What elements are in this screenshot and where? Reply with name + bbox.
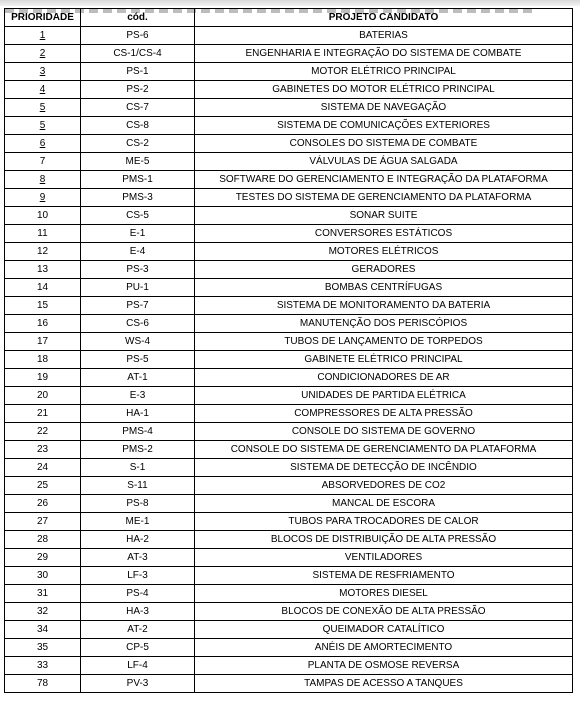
cell-projeto: UNIDADES DE PARTIDA ELÉTRICA bbox=[195, 387, 573, 405]
table-row bbox=[5, 135, 573, 153]
cell-cod: AT-2 bbox=[81, 621, 195, 639]
table-row bbox=[5, 405, 573, 423]
cell-prioridade bbox=[5, 45, 81, 63]
cell-projeto: SONAR SUITE bbox=[195, 207, 573, 225]
cell-projeto: BLOCOS DE DISTRIBUIÇÃO DE ALTA PRESSÃO bbox=[195, 531, 573, 549]
table-row bbox=[5, 279, 573, 297]
cell-cod: LF-3 bbox=[81, 567, 195, 585]
cell-cod: E-1 bbox=[81, 225, 195, 243]
cell-projeto: SISTEMA DE RESFRIAMENTO bbox=[195, 567, 573, 585]
table-row bbox=[5, 531, 573, 549]
cell-prioridade bbox=[5, 81, 81, 99]
cell-projeto: TAMPAS DE ACESSO A TANQUES bbox=[195, 675, 573, 693]
cell-prioridade bbox=[5, 657, 81, 675]
cell-prioridade bbox=[5, 117, 81, 135]
cell-projeto: MANUTENÇÃO DOS PERISCÓPIOS bbox=[195, 315, 573, 333]
cell-prioridade bbox=[5, 135, 81, 153]
cell-cod: LF-4 bbox=[81, 657, 195, 675]
cell-cod: ME-1 bbox=[81, 513, 195, 531]
prioridade-value: 11 bbox=[37, 227, 48, 239]
prioridade-value: 6 bbox=[39, 137, 46, 149]
cell-cod: HA-3 bbox=[81, 603, 195, 621]
table-row bbox=[5, 63, 573, 81]
header-prioridade: PRIORIDADE bbox=[5, 9, 81, 27]
cell-cod: S-1 bbox=[81, 459, 195, 477]
priority-table bbox=[4, 8, 573, 693]
cell-cod: CP-5 bbox=[81, 639, 195, 657]
table-row bbox=[5, 333, 573, 351]
cell-projeto: GABINETES DO MOTOR ELÉTRICO PRINCIPAL bbox=[195, 81, 573, 99]
cell-prioridade bbox=[5, 261, 81, 279]
cell-prioridade bbox=[5, 549, 81, 567]
prioridade-value: 9 bbox=[39, 191, 46, 203]
cell-projeto: MOTORES ELÉTRICOS bbox=[195, 243, 573, 261]
cell-projeto: ABSORVEDORES DE CO2 bbox=[195, 477, 573, 495]
cell-cod: PU-1 bbox=[81, 279, 195, 297]
cell-cod: PS-4 bbox=[81, 585, 195, 603]
table-row bbox=[5, 423, 573, 441]
table-row bbox=[5, 261, 573, 279]
cell-projeto: TESTES DO SISTEMA DE GERENCIAMENTO DA PLATAFORMA bbox=[195, 189, 573, 207]
cell-prioridade bbox=[5, 243, 81, 261]
cell-prioridade bbox=[5, 675, 81, 693]
cell-projeto: CONSOLE DO SISTEMA DE GERENCIAMENTO DA PLATAFORMA bbox=[195, 441, 573, 459]
prioridade-value: 8 bbox=[39, 173, 46, 185]
cell-cod: ME-5 bbox=[81, 153, 195, 171]
prioridade-value: 12 bbox=[36, 245, 49, 257]
table-row bbox=[5, 243, 573, 261]
table-row bbox=[5, 441, 573, 459]
cell-cod: E-3 bbox=[81, 387, 195, 405]
cell-projeto: VENTILADORES bbox=[195, 549, 573, 567]
prioridade-value: 35 bbox=[36, 641, 49, 653]
prioridade-value: 4 bbox=[39, 83, 46, 95]
cell-prioridade bbox=[5, 225, 81, 243]
cell-cod: PS-5 bbox=[81, 351, 195, 369]
cell-cod: PMS-4 bbox=[81, 423, 195, 441]
prioridade-value: 29 bbox=[36, 551, 49, 563]
cell-prioridade bbox=[5, 567, 81, 585]
prioridade-value: 5 bbox=[39, 101, 46, 113]
cell-projeto: SISTEMA DE DETECÇÃO DE INCÊNDIO bbox=[195, 459, 573, 477]
cell-cod: PS-6 bbox=[81, 27, 195, 45]
prioridade-value: 32 bbox=[36, 605, 49, 617]
cell-projeto: GERADORES bbox=[195, 261, 573, 279]
table-row bbox=[5, 153, 573, 171]
cell-cod: AT-3 bbox=[81, 549, 195, 567]
cell-projeto: MOTOR ELÉTRICO PRINCIPAL bbox=[195, 63, 573, 81]
table-row bbox=[5, 81, 573, 99]
cell-projeto: QUEIMADOR CATALÍTICO bbox=[195, 621, 573, 639]
cell-cod: AT-1 bbox=[81, 369, 195, 387]
cell-cod: CS-5 bbox=[81, 207, 195, 225]
table-row bbox=[5, 495, 573, 513]
cell-projeto: CONSOLES DO SISTEMA DE COMBATE bbox=[195, 135, 573, 153]
cell-cod: PV-3 bbox=[81, 675, 195, 693]
cell-prioridade bbox=[5, 477, 81, 495]
cell-prioridade bbox=[5, 387, 81, 405]
prioridade-value: 20 bbox=[36, 389, 49, 401]
cell-projeto: MANCAL DE ESCORA bbox=[195, 495, 573, 513]
cell-cod: PS-3 bbox=[81, 261, 195, 279]
cell-prioridade bbox=[5, 99, 81, 117]
cell-prioridade bbox=[5, 495, 81, 513]
cell-cod: S-11 bbox=[81, 477, 195, 495]
cell-prioridade bbox=[5, 297, 81, 315]
table-row bbox=[5, 117, 573, 135]
cell-cod: PS-8 bbox=[81, 495, 195, 513]
cell-prioridade bbox=[5, 315, 81, 333]
cell-cod: CS-2 bbox=[81, 135, 195, 153]
window-top-strip bbox=[0, 0, 580, 6]
cell-projeto: TUBOS PARA TROCADORES DE CALOR bbox=[195, 513, 573, 531]
table-row bbox=[5, 477, 573, 495]
table-row bbox=[5, 99, 573, 117]
cell-cod: E-4 bbox=[81, 243, 195, 261]
table-row bbox=[5, 225, 573, 243]
cell-prioridade bbox=[5, 621, 81, 639]
prioridade-value: 26 bbox=[36, 497, 49, 509]
prioridade-value: 13 bbox=[36, 263, 49, 275]
cell-prioridade bbox=[5, 639, 81, 657]
cell-projeto: SOFTWARE DO GERENCIAMENTO E INTEGRAÇÃO DA PLATAFORMA bbox=[195, 171, 573, 189]
cell-cod: CS-8 bbox=[81, 117, 195, 135]
prioridade-value: 24 bbox=[36, 461, 49, 473]
prioridade-value: 23 bbox=[36, 443, 49, 455]
table-row bbox=[5, 459, 573, 477]
header-projeto: PROJETO CANDIDATO bbox=[195, 9, 573, 27]
cell-prioridade bbox=[5, 603, 81, 621]
table-row bbox=[5, 171, 573, 189]
cell-projeto: GABINETE ELÉTRICO PRINCIPAL bbox=[195, 351, 573, 369]
cell-prioridade bbox=[5, 423, 81, 441]
cell-projeto: ANÉIS DE AMORTECIMENTO bbox=[195, 639, 573, 657]
prioridade-value: 27 bbox=[36, 515, 49, 527]
cell-projeto: SISTEMA DE MONITORAMENTO DA BATERIA bbox=[195, 297, 573, 315]
cell-projeto: BATERIAS bbox=[195, 27, 573, 45]
table-row bbox=[5, 621, 573, 639]
cell-cod: PMS-3 bbox=[81, 189, 195, 207]
prioridade-value: 21 bbox=[36, 407, 49, 419]
prioridade-value: 5 bbox=[39, 119, 46, 131]
prioridade-value: 22 bbox=[36, 425, 49, 437]
cell-projeto: SISTEMA DE COMUNICAÇÕES EXTERIORES bbox=[195, 117, 573, 135]
cell-projeto: VÁLVULAS DE ÁGUA SALGADA bbox=[195, 153, 573, 171]
prioridade-value: 34 bbox=[36, 623, 49, 635]
cell-prioridade bbox=[5, 63, 81, 81]
cell-cod: CS-6 bbox=[81, 315, 195, 333]
cell-prioridade bbox=[5, 369, 81, 387]
prioridade-value: 19 bbox=[36, 371, 49, 383]
cell-projeto: PLANTA DE OSMOSE REVERSA bbox=[195, 657, 573, 675]
cell-cod: PS-2 bbox=[81, 81, 195, 99]
table-row bbox=[5, 639, 573, 657]
cell-prioridade bbox=[5, 171, 81, 189]
table-row bbox=[5, 603, 573, 621]
cell-projeto: BLOCOS DE CONEXÃO DE ALTA PRESSÃO bbox=[195, 603, 573, 621]
cell-prioridade bbox=[5, 441, 81, 459]
prioridade-value: 10 bbox=[36, 209, 49, 221]
prioridade-value: 78 bbox=[36, 677, 49, 689]
cell-prioridade bbox=[5, 351, 81, 369]
cell-cod: PS-7 bbox=[81, 297, 195, 315]
cell-cod: HA-2 bbox=[81, 531, 195, 549]
prioridade-value: 33 bbox=[36, 659, 49, 671]
prioridade-value: 25 bbox=[36, 479, 49, 491]
table-row bbox=[5, 369, 573, 387]
table-row bbox=[5, 207, 573, 225]
prioridade-value: 1 bbox=[39, 29, 46, 41]
header-cod: cód. bbox=[81, 9, 195, 27]
cell-projeto: CONSOLE DO SISTEMA DE GOVERNO bbox=[195, 423, 573, 441]
prioridade-value: 30 bbox=[36, 569, 49, 581]
prioridade-value: 15 bbox=[36, 299, 49, 311]
cell-prioridade bbox=[5, 189, 81, 207]
table-row bbox=[5, 675, 573, 693]
cell-prioridade bbox=[5, 279, 81, 297]
prioridade-value: 16 bbox=[36, 317, 49, 329]
header-row bbox=[5, 9, 573, 27]
cell-prioridade bbox=[5, 153, 81, 171]
table-row bbox=[5, 189, 573, 207]
cell-cod: CS-1/CS-4 bbox=[81, 45, 195, 63]
table-row bbox=[5, 27, 573, 45]
prioridade-value: 2 bbox=[39, 47, 46, 59]
cell-cod: WS-4 bbox=[81, 333, 195, 351]
cell-prioridade bbox=[5, 531, 81, 549]
cell-prioridade bbox=[5, 405, 81, 423]
cell-projeto: MOTORES DIESEL bbox=[195, 585, 573, 603]
cell-cod: HA-1 bbox=[81, 405, 195, 423]
table-row bbox=[5, 513, 573, 531]
cell-prioridade bbox=[5, 207, 81, 225]
table-row bbox=[5, 549, 573, 567]
prioridade-value: 18 bbox=[36, 353, 49, 365]
cell-cod: PMS-2 bbox=[81, 441, 195, 459]
table-row bbox=[5, 297, 573, 315]
cell-cod: PMS-1 bbox=[81, 171, 195, 189]
prioridade-value: 28 bbox=[36, 533, 49, 545]
prioridade-value: 14 bbox=[36, 281, 49, 293]
cell-projeto: ENGENHARIA E INTEGRAÇÃO DO SISTEMA DE COMBATE bbox=[195, 45, 573, 63]
cell-projeto: COMPRESSORES DE ALTA PRESSÃO bbox=[195, 405, 573, 423]
cell-prioridade bbox=[5, 27, 81, 45]
prioridade-value: 17 bbox=[36, 335, 49, 347]
prioridade-value: 31 bbox=[36, 587, 49, 599]
table-row bbox=[5, 351, 573, 369]
cell-prioridade bbox=[5, 333, 81, 351]
cell-projeto: TUBOS DE LANÇAMENTO DE TORPEDOS bbox=[195, 333, 573, 351]
cell-cod: CS-7 bbox=[81, 99, 195, 117]
table-row bbox=[5, 315, 573, 333]
table-row bbox=[5, 585, 573, 603]
table-row bbox=[5, 657, 573, 675]
table-row bbox=[5, 387, 573, 405]
table-row bbox=[5, 45, 573, 63]
cell-prioridade bbox=[5, 459, 81, 477]
prioridade-value: 3 bbox=[39, 65, 46, 77]
cell-prioridade bbox=[5, 513, 81, 531]
prioridade-value: 7 bbox=[39, 155, 46, 167]
cell-projeto: CONDICIONADORES DE AR bbox=[195, 369, 573, 387]
cell-cod: PS-1 bbox=[81, 63, 195, 81]
cell-projeto: SISTEMA DE NAVEGAÇÃO bbox=[195, 99, 573, 117]
cell-prioridade bbox=[5, 585, 81, 603]
table-row bbox=[5, 567, 573, 585]
cell-projeto: CONVERSORES ESTÁTICOS bbox=[195, 225, 573, 243]
cell-projeto: BOMBAS CENTRÍFUGAS bbox=[195, 279, 573, 297]
